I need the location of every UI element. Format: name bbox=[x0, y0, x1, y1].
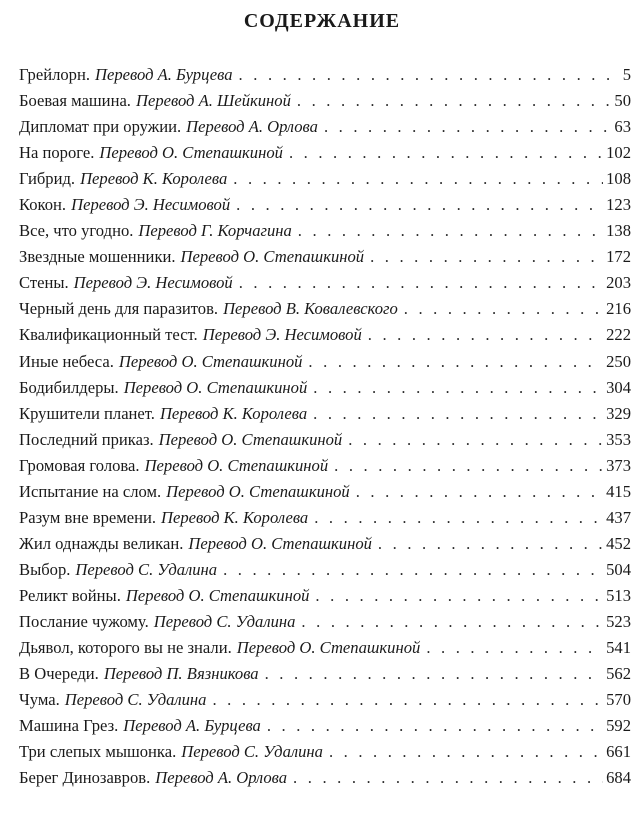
toc-entry bbox=[19, 531, 631, 557]
toc-entry bbox=[19, 401, 631, 427]
toc-dot-leader bbox=[356, 479, 603, 505]
toc-translator: Перевод О. Степашкиной bbox=[144, 455, 329, 475]
toc-story-title: Кокон. bbox=[19, 195, 67, 215]
toc-translator: Перевод Э. Несимовой bbox=[202, 325, 362, 345]
toc-translator: Перевод О. Степашкиной bbox=[166, 481, 350, 501]
toc-entry bbox=[19, 453, 631, 479]
toc-dot-leader bbox=[426, 635, 603, 661]
toc-story-title: Разум вне времени. bbox=[19, 507, 157, 527]
toc-story-title: На пороге. bbox=[19, 143, 95, 163]
toc-entry bbox=[19, 62, 631, 88]
toc-page-number: 123 bbox=[606, 195, 631, 215]
toc-dot-leader bbox=[297, 88, 612, 114]
toc-page-number: 562 bbox=[606, 664, 631, 684]
toc-dot-leader bbox=[239, 270, 603, 296]
toc-page-number: 138 bbox=[606, 221, 631, 241]
toc-story-title: Гибрид. bbox=[19, 169, 76, 189]
toc-dot-leader bbox=[239, 62, 620, 88]
toc-story-title: Бодибилдеры. bbox=[19, 377, 119, 397]
toc-dot-leader bbox=[265, 661, 604, 687]
toc-story-title: Стены. bbox=[19, 273, 69, 293]
toc-dot-leader bbox=[370, 244, 603, 270]
toc-translator: Перевод О. Степашкиной bbox=[125, 585, 310, 605]
toc-entry bbox=[19, 609, 631, 635]
toc-story-title: Реликт войны. bbox=[19, 585, 121, 605]
toc-entry bbox=[19, 505, 631, 531]
toc-story-title: Послание чужому. bbox=[19, 611, 149, 631]
toc-page-number: 203 bbox=[606, 273, 631, 293]
toc-story-title: Последний приказ. bbox=[19, 429, 154, 449]
toc-story-title: В Очереди. bbox=[19, 664, 99, 684]
toc-translator: Перевод А. Орлова bbox=[186, 117, 318, 137]
toc-translator: Перевод Э. Несимовой bbox=[73, 273, 233, 293]
toc-translator: Перевод О. Степашкиной bbox=[158, 429, 343, 449]
toc-page-number: 172 bbox=[606, 247, 631, 267]
toc-translator: Перевод А. Шейкиной bbox=[135, 91, 291, 111]
toc-entry bbox=[19, 114, 631, 140]
toc-translator: Перевод С. Удалина bbox=[181, 742, 323, 762]
toc-page-number: 437 bbox=[606, 507, 631, 527]
toc-page-number: 353 bbox=[606, 429, 631, 449]
toc-translator: Перевод Г. Корчагина bbox=[138, 221, 292, 241]
toc-entry bbox=[19, 739, 631, 765]
toc-story-title: Иные небеса. bbox=[19, 351, 114, 371]
toc-dot-leader bbox=[378, 531, 603, 557]
toc-translator: Перевод С. Удалина bbox=[75, 559, 218, 579]
toc-page-number: 222 bbox=[606, 325, 631, 345]
toc-entry bbox=[19, 635, 631, 661]
toc-entry bbox=[19, 349, 631, 375]
toc-dot-leader bbox=[329, 739, 603, 765]
toc-entry bbox=[19, 661, 631, 687]
toc-entry bbox=[19, 687, 631, 713]
toc-entry bbox=[19, 375, 631, 401]
toc-translator: Перевод В. Ковалевского bbox=[223, 299, 398, 319]
toc-dot-leader bbox=[233, 166, 603, 192]
toc-dot-leader bbox=[289, 140, 603, 166]
toc-dot-leader bbox=[368, 322, 603, 348]
toc-story-title: Грейлорн. bbox=[19, 65, 90, 84]
toc-page-number: 216 bbox=[606, 299, 631, 319]
toc-story-title: Черный день для паразитов. bbox=[19, 299, 219, 319]
toc-story-title: Все, что угодно. bbox=[19, 221, 134, 241]
toc-entry bbox=[19, 140, 631, 166]
toc-entry bbox=[19, 88, 631, 114]
toc-translator: Перевод О. Степашкиной bbox=[123, 377, 308, 397]
toc-story-title: Звездные мошенники. bbox=[19, 247, 176, 267]
toc-story-title: Три слепых мышонка. bbox=[19, 742, 177, 762]
toc-dot-leader bbox=[308, 349, 603, 375]
toc-page-number: 661 bbox=[606, 742, 631, 762]
toc-page-number: 50 bbox=[614, 91, 631, 111]
toc-translator: Перевод К. Королева bbox=[159, 403, 308, 423]
toc-page-number: 541 bbox=[606, 638, 631, 658]
toc-story-title: Испытание на слом. bbox=[19, 481, 162, 501]
toc-translator: Перевод А. Бурцева bbox=[123, 716, 261, 736]
toc-page-number: 513 bbox=[606, 585, 631, 605]
toc-story-title: Квалификационный тест. bbox=[19, 325, 198, 345]
toc-dot-leader bbox=[236, 192, 603, 218]
toc-translator: Перевод О. Степашкиной bbox=[118, 351, 303, 371]
toc-page-number: 373 bbox=[606, 455, 631, 475]
toc-translator: Перевод Э. Несимовой bbox=[71, 195, 231, 215]
toc-dot-leader bbox=[313, 375, 603, 401]
toc-entry bbox=[19, 166, 631, 192]
toc-story-title: Дипломат при оружии. bbox=[19, 117, 182, 137]
toc-entry bbox=[19, 270, 631, 296]
toc-dot-leader bbox=[298, 218, 603, 244]
toc-entry bbox=[19, 479, 631, 505]
toc-page-number: 304 bbox=[606, 377, 631, 397]
toc-page-number: 504 bbox=[606, 559, 631, 579]
toc-dot-leader bbox=[212, 687, 603, 713]
toc-page-number: 329 bbox=[606, 403, 631, 423]
toc-dot-leader bbox=[313, 401, 603, 427]
toc-story-title: Берег Динозавров. bbox=[19, 768, 151, 788]
toc-dot-leader bbox=[348, 427, 603, 453]
toc-dot-leader bbox=[324, 114, 611, 140]
toc-story-title: Машина Грез. bbox=[19, 716, 119, 736]
toc-dot-leader bbox=[404, 296, 603, 322]
toc-page-number: 684 bbox=[606, 768, 631, 788]
toc-page-number: 592 bbox=[606, 716, 631, 736]
toc-page-number: 523 bbox=[606, 611, 631, 631]
toc-translator: Перевод О. Степашкиной bbox=[236, 638, 421, 658]
toc-translator: Перевод О. Степашкиной bbox=[188, 533, 372, 553]
toc-page-number: 415 bbox=[606, 481, 631, 501]
toc-translator: Перевод К. Королева bbox=[161, 507, 309, 527]
toc-story-title: Дьявол, которого вы не знали. bbox=[19, 638, 232, 658]
toc-entry bbox=[19, 244, 631, 270]
toc-dot-leader bbox=[293, 765, 603, 791]
page-title: СОДЕРЖАНИЕ bbox=[243, 10, 401, 32]
toc-page-number: 452 bbox=[606, 533, 631, 553]
toc-entry bbox=[19, 322, 631, 348]
toc-translator: Перевод П. Вязникова bbox=[103, 664, 259, 684]
toc-dot-leader bbox=[314, 505, 603, 531]
toc-story-title: Жил однажды великан. bbox=[19, 533, 184, 553]
toc-entry bbox=[19, 192, 631, 218]
toc-entry bbox=[19, 218, 631, 244]
toc-entry bbox=[19, 765, 631, 791]
toc-dot-leader bbox=[301, 609, 603, 635]
toc-story-title: Боевая машина. bbox=[19, 91, 131, 111]
toc-entry bbox=[19, 427, 631, 453]
toc-page-number: 108 bbox=[606, 169, 631, 189]
toc-entry bbox=[19, 583, 631, 609]
toc-translator: Перевод А. Орлова bbox=[155, 768, 288, 788]
toc-story-title: Громовая голова. bbox=[19, 455, 140, 475]
toc-dot-leader bbox=[315, 583, 603, 609]
toc-story-title: Чума. bbox=[19, 690, 60, 710]
toc-translator: Перевод С. Удалина bbox=[64, 690, 207, 710]
toc-entry bbox=[19, 557, 631, 583]
toc-page-number: 102 bbox=[606, 143, 631, 163]
toc-translator: Перевод О. Степашкиной bbox=[180, 247, 365, 267]
table-of-contents bbox=[19, 62, 631, 791]
toc-story-title: Выбор. bbox=[19, 559, 71, 579]
toc-page-number: 570 bbox=[606, 690, 631, 710]
toc-page-number: 5 bbox=[622, 65, 631, 84]
toc-dot-leader bbox=[223, 557, 603, 583]
toc-page-number: 63 bbox=[614, 117, 631, 137]
toc-page-number: 250 bbox=[606, 351, 631, 371]
toc-dot-leader bbox=[267, 713, 603, 739]
toc-entry bbox=[19, 713, 631, 739]
toc-translator: Перевод О. Степашкиной bbox=[99, 143, 283, 163]
toc-translator: Перевод К. Королева bbox=[80, 169, 228, 189]
toc-entry bbox=[19, 296, 631, 322]
toc-dot-leader bbox=[334, 453, 603, 479]
toc-translator: Перевод С. Удалина bbox=[153, 611, 296, 631]
toc-story-title: Крушители планет. bbox=[19, 403, 155, 423]
toc-translator: Перевод А. Бурцева bbox=[95, 65, 233, 84]
